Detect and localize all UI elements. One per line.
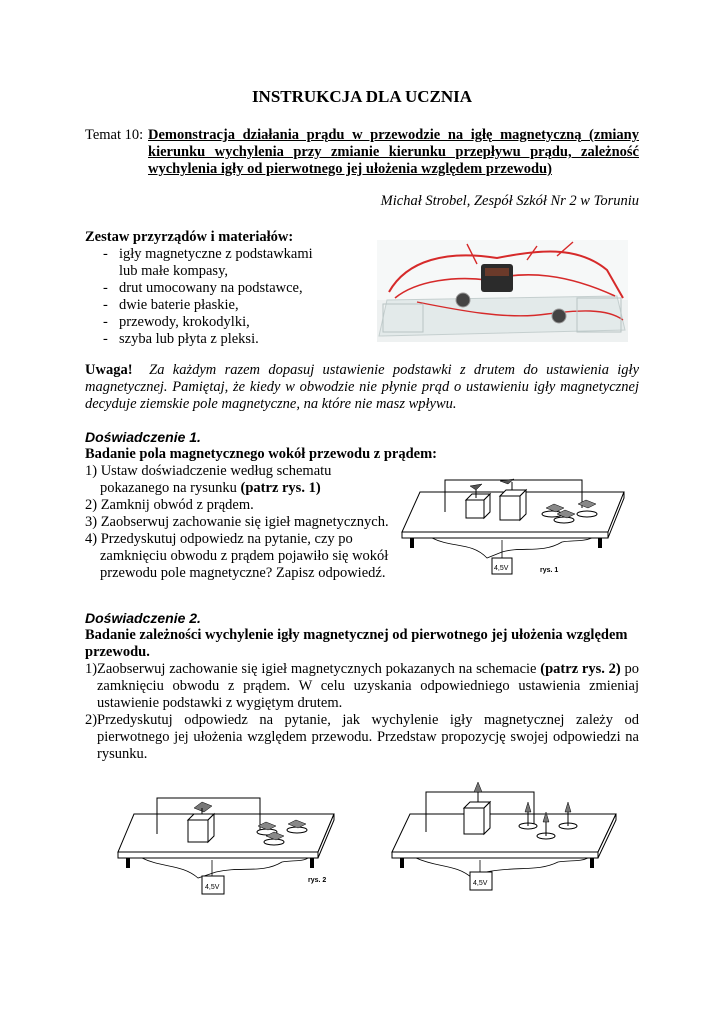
exp2-step-2: 2) Przedyskutuj odpowiedz na pytanie, jak wychylenie igły magnetycznej zależy od pierwotnego jej ułożenia względem przewodu. Przedstaw propozycję swojej odpowiedzi na rysunku.: [85, 712, 639, 762]
exp2-step-1: 1) Zaobserwuj zachowanie się igieł magnetycznych pokazanych na schemacie (patrz rys. 2) po zamknięciu obwodu z prądem. W celu uzyskania odpowiedniego ustawienia zmieniaj ustawienie podstawki z wygiętym drutem.: [85, 661, 639, 711]
exp2-title: Badanie zależności wychylenie igły magnetycznej od pierwotnego jej ułożenia względem przewodu.: [85, 627, 628, 660]
topic: [85, 127, 639, 178]
setup-photo: [377, 240, 628, 342]
materials-list: [99, 246, 355, 348]
exp2-label: Doświadczenie 2.: [85, 610, 201, 626]
materials-heading: Zestaw przyrządów i materiałów:: [85, 229, 294, 245]
materials-section: [85, 229, 355, 348]
note-text: Za każdym razem dopasuj ustawienie podstawki z drutem do ustawienia igły magnetycznej. Pamiętaj, że kiedy w obwodzie nie płynie prąd o ustawieniu igły magnetycznej decyduje ziemskie pole magnetyczne, na które nie masz wpływu.: [85, 362, 640, 412]
exp1-step: zamknięciu obwodu z prądem pojawiło się wokół: [100, 548, 389, 564]
list-item: - igły magnetyczne z podstawkami: [99, 246, 355, 263]
figure-1-diagram: [392, 462, 642, 582]
page-title: INSTRUKCJA DLA UCZNIA: [251, 87, 473, 106]
topic-label: Temat 10:: [85, 127, 144, 143]
list-item: - przewody, krokodylki,: [99, 314, 355, 331]
topic-text: Demonstracja działania prądu w przewodzie na igłę magnetyczną (zmiany kierunku wychylenia przy zmianie kierunku przepływu prądu, zależność wychylenia igły od pierwotnego jej ułożenia względem przewodu): [148, 127, 639, 177]
exp1-step: 2) Zamknij obwód z prądem.: [85, 497, 254, 513]
list-item: lub małe kompasy,: [119, 263, 228, 279]
experiment-2: [85, 610, 639, 763]
exp1-step: 4) Przedyskutuj odpowiedz na pytanie, czy po: [85, 531, 353, 547]
author: Michał Strobel, Zespół Szkół Nr 2 w Toruniu: [380, 193, 639, 209]
battery-label: 4,5V: [473, 880, 488, 887]
exp1-step: 1) Ustaw doświadczenie według schematu: [85, 463, 332, 479]
figure-2b-diagram: [386, 780, 626, 892]
exp1-title: Badanie pola magnetycznego wokół przewodu z prądem:: [85, 446, 438, 462]
battery-label: 4,5V: [205, 884, 220, 891]
battery-label: 4,5V: [494, 565, 509, 572]
figure-label: rys. 1: [540, 567, 559, 574]
exp1-step: pokazanego na rysunku (patrz rys. 1): [100, 480, 321, 496]
note-label: Uwaga!: [85, 362, 133, 378]
warning-note: [85, 362, 639, 413]
figure-label: rys. 2: [308, 877, 327, 884]
list-item: - dwie baterie płaskie,: [99, 297, 355, 314]
exp1-label: Doświadczenie 1.: [85, 429, 201, 445]
exp1-step: przewodu pole magnetyczne? Zapisz odpowiedź.: [100, 565, 386, 581]
exp1-step: 3) Zaobserwuj zachowanie się igieł magnetycznych.: [85, 514, 389, 530]
list-item: - szyba lub płyta z pleksi.: [99, 331, 355, 348]
figure-2a-diagram: [112, 790, 344, 902]
list-item: - drut umocowany na podstawce,: [99, 280, 355, 297]
